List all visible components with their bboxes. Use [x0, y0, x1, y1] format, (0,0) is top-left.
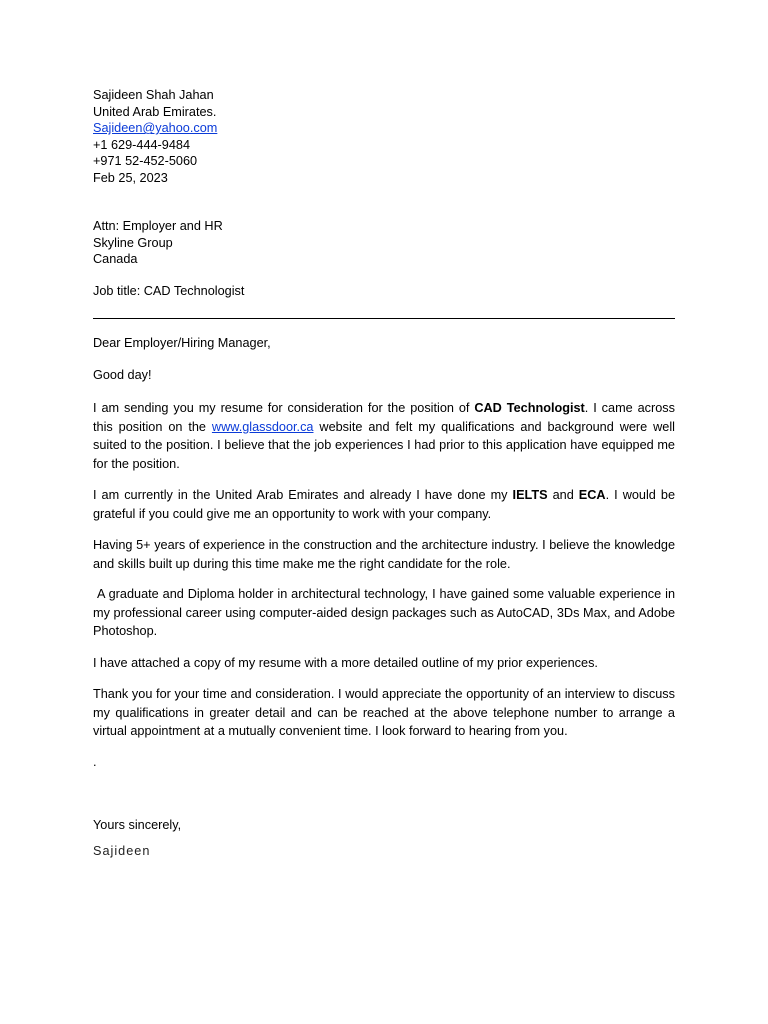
closing: Yours sincerely,: [93, 818, 182, 832]
letter-date: Feb 25, 2023: [93, 170, 168, 185]
signature: Sajideen: [93, 844, 151, 858]
paragraph-4: A graduate and Diploma holder in architectural technology, I have gained some valuable experience in my professional career using computer-aided design packages such as AutoCAD, 3Ds Max, and Adobe Photoshop.: [93, 587, 679, 639]
recipient-block: [93, 218, 223, 268]
sender-phone-1: +1 629-444-9484: [93, 137, 191, 152]
sender-phone-2: +971 52-452-5060: [93, 154, 198, 169]
sender-block: [93, 87, 217, 187]
p1-text-a: I am sending you my resume for consideration for the position of: [93, 401, 475, 415]
paragraph-5: I have attached a copy of my resume with a more detailed outline of my prior experiences.: [93, 656, 598, 670]
paragraph-6: Thank you for your time and consideration. I would appreciate the opportunity of an interview to discuss my qualifications in greater detail and can be reached at the above telephone number to arrange a virtual appointment at a mutually convenient time. I look forward to hearing from you.: [93, 687, 675, 739]
greeting: Good day!: [93, 368, 152, 382]
p2-text-c: and: [547, 488, 579, 502]
sender-name: Sajideen Shah Jahan: [93, 88, 214, 102]
paragraph-3: Having 5+ years of experience in the construction and the architecture industry. I believe the knowledge and skills built up during this time make me the right candidate for the role.: [93, 538, 675, 571]
p2-ielts: IELTS: [512, 488, 548, 502]
recipient-company: Skyline Group: [93, 235, 173, 250]
paragraph-1: [93, 399, 675, 474]
p1-text-c: . I came across this position on the: [93, 401, 675, 434]
paragraph-2: [93, 486, 675, 523]
stray-period: .: [93, 755, 97, 769]
p2-text-e: . I would be grateful if you could give me an opportunity to work with your company.: [93, 488, 676, 521]
divider-line: [93, 318, 675, 319]
recipient-attn: Attn: Employer and HR: [93, 219, 223, 233]
glassdoor-link[interactable]: www.glassdoor.ca: [211, 419, 314, 434]
p1-text-d: website and felt my qualifications and background were well suited to the position. I believe that the job experiences I had prior to this application have equipped me for the position.: [93, 419, 675, 472]
recipient-country: Canada: [93, 252, 138, 267]
p2-text-a: I am currently in the United Arab Emirates and already I have done my: [93, 488, 513, 502]
sender-location: United Arab Emirates.: [93, 104, 217, 119]
p2-eca: ECA: [578, 488, 606, 502]
salutation: Dear Employer/Hiring Manager,: [93, 336, 271, 350]
job-title: Job title: CAD Technologist: [93, 284, 245, 298]
p1-job-emphasis: CAD Technologist: [474, 401, 585, 415]
sender-email-link[interactable]: Sajideen@yahoo.com: [93, 121, 218, 136]
